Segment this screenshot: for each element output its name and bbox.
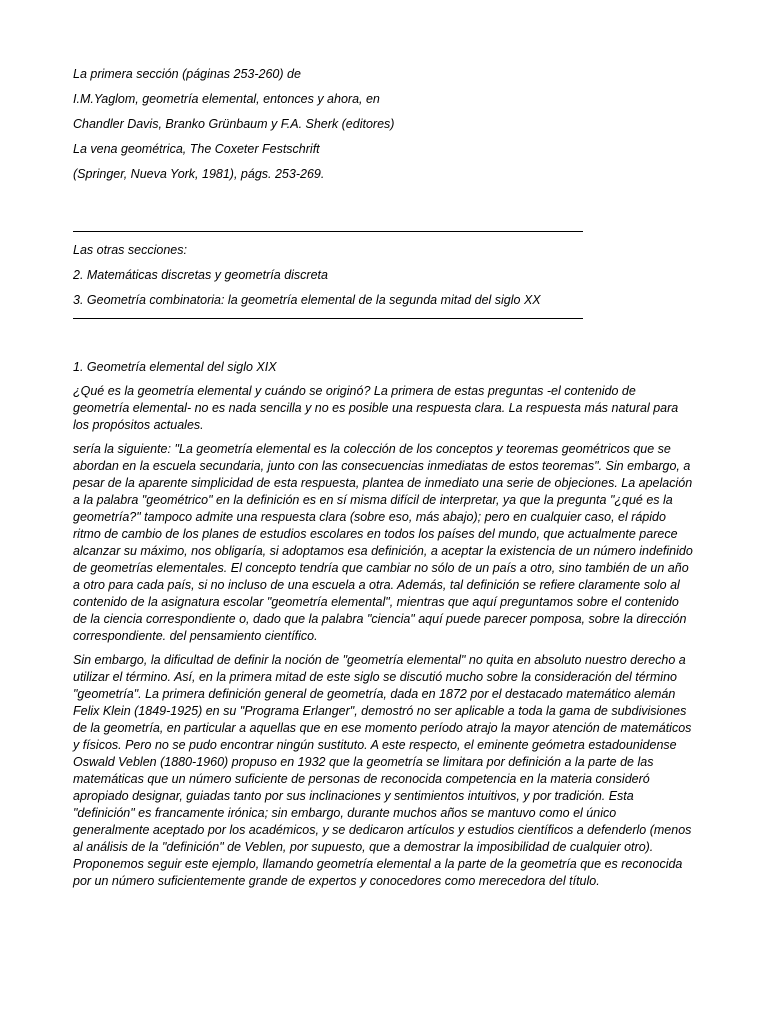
horizontal-divider [73,231,583,232]
horizontal-divider [73,318,583,319]
other-sections-heading: Las otras secciones: [73,243,187,257]
section-title: 1. Geometría elemental del siglo XIX [73,360,277,374]
citation-header [73,66,695,183]
citation-line: La primera sección (páginas 253-260) de [73,67,301,81]
other-section-item: 3. Geometría combinatoria: la geometría elemental de la segunda mitad del siglo XX [73,293,541,307]
citation-line: Chandler Davis, Branko Grünbaum y F.A. Sherk (editores) [73,117,395,131]
citation-line: (Springer, Nueva York, 1981), págs. 253-269. [73,167,325,181]
citation-line: I.M.Yaglom, geometría elemental, entonces y ahora, en [73,92,380,106]
paragraph: sería la siguiente: "La geometría elemental es la colección de los conceptos y teoremas geométricos que se abordan en la escuela secundaria, junto con las consecuencias inmediatas de estos teoremas". Sin embargo, a pesar de la aparente simplicidad de esta respuesta, plantea de inmediato una serie de objeciones. La apelación a la palabra "geométrico" en la definición es en sí misma difícil de interpretar, ya que la pregunta "¿qué es la geometría?" tampoco admite una respuesta clara (sobre eso, más abajo); pero en cualquier caso, el rápido ritmo de cambio de los planes de estudios escolares en todos los países del mundo, que actualmente parece alcanzar su máximo, nos obligaría, si adoptamos esa definición, a aceptar la existencia de un número indefinido de geometrías elementales. El concepto tendría que cambiar no sólo de un país a otro, sino también de un año a otro para cada país, si no incluso de una escuela a otra. Además, tal definición se refiere claramente solo al contenido de la asignatura escolar "geometría elemental", mientras que aquí preguntamos sobre el contenido de la ciencia correspondiente o, dado que la palabra "ciencia" aquí puede parecer pomposa, sobre la dirección correspondiente. del pensamiento científico. [73,442,693,643]
other-sections-list [73,242,695,309]
document-body [73,66,695,897]
paragraph: Sin embargo, la dificultad de definir la noción de "geometría elemental" no quita en absoluto nuestro derecho a utilizar el término. Así, en la primera mitad de este siglo se discutió mucho sobre la consideración del término "geometría". La primera definición general de geometría, dada en 1872 por el destacado matemático alemán Felix Klein (1849-1925) en su "Programa Erlanger", demostró no ser aplicable a toda la gama de subdivisiones de la geometría, en particular a aquellas que en ese momento período atrajo la mayor atención de matemáticos y físicos. Pero no se pudo encontrar ningún sustituto. A este respecto, el eminente geómetra estadounidense Oswald Veblen (1880-1960) propuso en 1932 que la geometría se limitara por definición a la parte de las matemáticas que un número suficiente de personas de reconocida competencia en la materia consideró apropiado designar, guiadas tanto por sus inclinaciones y sentimientos intuitivos, y por tradición. Esta "definición" es francamente irónica; sin embargo, durante muchos años se mantuvo como el único generalmente aceptado por los académicos, y se dedicaron artículos y estudios científicos a defenderlo (menos al análisis de la "definición" de Veblen, por supuesto, que a demostrar la imposibilidad de cualquier otro). Proponemos seguir este ejemplo, llamando geometría elemental a la parte de la geometría que es reconocida por un número suficientemente grande de expertos y conocedores como merecedora del título. [73,653,692,888]
citation-line: La vena geométrica, The Coxeter Festschrift [73,142,320,156]
paragraph: ¿Qué es la geometría elemental y cuándo se originó? La primera de estas preguntas -el contenido de geometría elemental- no es nada sencilla y no es posible una respuesta clara. La respuesta más natural para los propósitos actuales. [73,384,679,432]
other-section-item: 2. Matemáticas discretas y geometría discreta [73,268,328,282]
section-body [73,359,695,890]
